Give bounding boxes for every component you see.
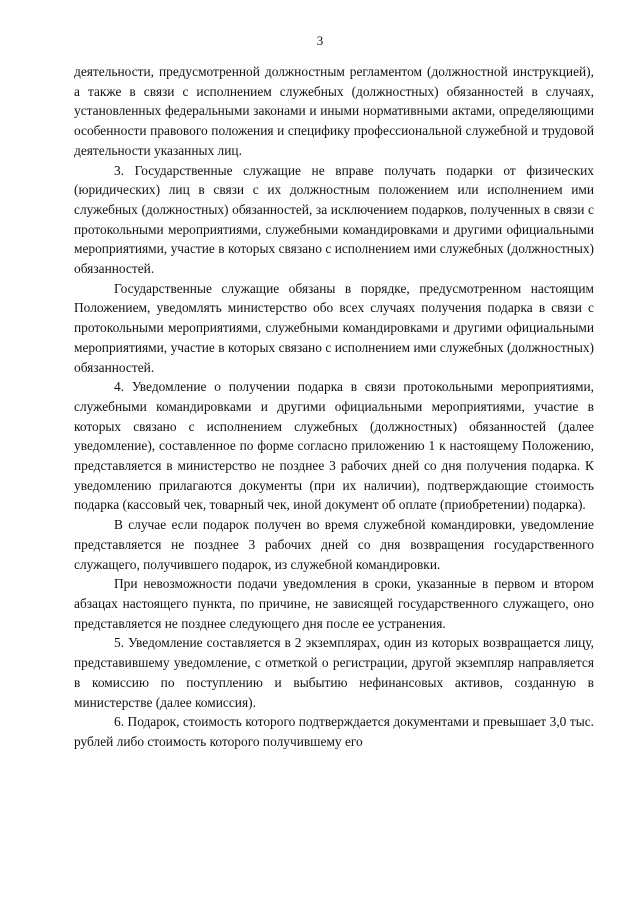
page-number: 3 bbox=[316, 33, 324, 48]
paragraph-business-trip: В случае если подарок получен во время служебной командировки, уведомление представляется не позднее 3 рабочих дней со дня возвращения государственного служащего, получившего подарок, из служебной командировки. bbox=[74, 517, 594, 572]
paragraph-item-5: 5. Уведомление составляется в 2 экземплярах, один из которых возвращается лицу, представившему уведомление, с отметкой о регистрации, другой экземпляр направляется в комиссию по поступлению и выбытию нефинансовых активов, созданную в министерстве (далее комиссия). bbox=[74, 635, 594, 710]
paragraph-item-6: 6. Подарок, стоимость которого подтверждается документами и превышает 3,0 тыс. рублей либо стоимость которого получившему его bbox=[74, 714, 594, 749]
paragraph-continuation: деятельности, предусмотренной должностным регламентом (должностной инструкцией), а также в связи с исполнением служебных (должностных) обязанностей в случаях, установленных федеральными законами и иными нормативными актами, определяющими особенности правового положения и специфику профессиональной служебной и трудовой деятельности указанных лиц. bbox=[74, 64, 594, 158]
paragraph-impossibility: При невозможности подачи уведомления в сроки, указанные в первом и втором абзацах настоящего пункта, по причине, не зависящей государственного служащего, оно представляется не позднее следующего дня после ее устранения. bbox=[74, 576, 594, 631]
paragraph-item-3: 3. Государственные служащие не вправе получать подарки от физических (юридических) лиц в связи с их должностным положением или исполнением ими служебных (должностных) обязанностей, за исключением подарков, полученных в связи с протокольными мероприятиями, служебными командировками и другими официальными мероприятиями, участие в которых связано с исполнением ими служебных (должностных) обязанностей. bbox=[74, 162, 594, 277]
paragraph-item-4: 4. Уведомление о получении подарка в связи протокольными мероприятиями, служебными командировками и другими официальными мероприятиями, участие в которых связано с исполнением служебных (должностных) обязанностей (далее уведомление), составленное по форме согласно приложению 1 к настоящему Положению, представляется в министерство не позднее 3 рабочих дней со дня получения подарка. К уведомлению прилагаются документы (при их наличии), подтверждающие стоимость подарка (кассовый чек, товарный чек, иной документ об оплате (приобретении) подарка). bbox=[74, 379, 594, 513]
body-text bbox=[74, 62, 594, 752]
paragraph-notification-duty: Государственные служащие обязаны в порядке, предусмотренном настоящим Положением, уведомлять министерство обо всех случаях получения подарка в связи с протокольными мероприятиями, служебными командировками и другими официальными мероприятиями, участие в которых связано с исполнением ими служебных (должностных) обязанностей. bbox=[74, 280, 594, 375]
